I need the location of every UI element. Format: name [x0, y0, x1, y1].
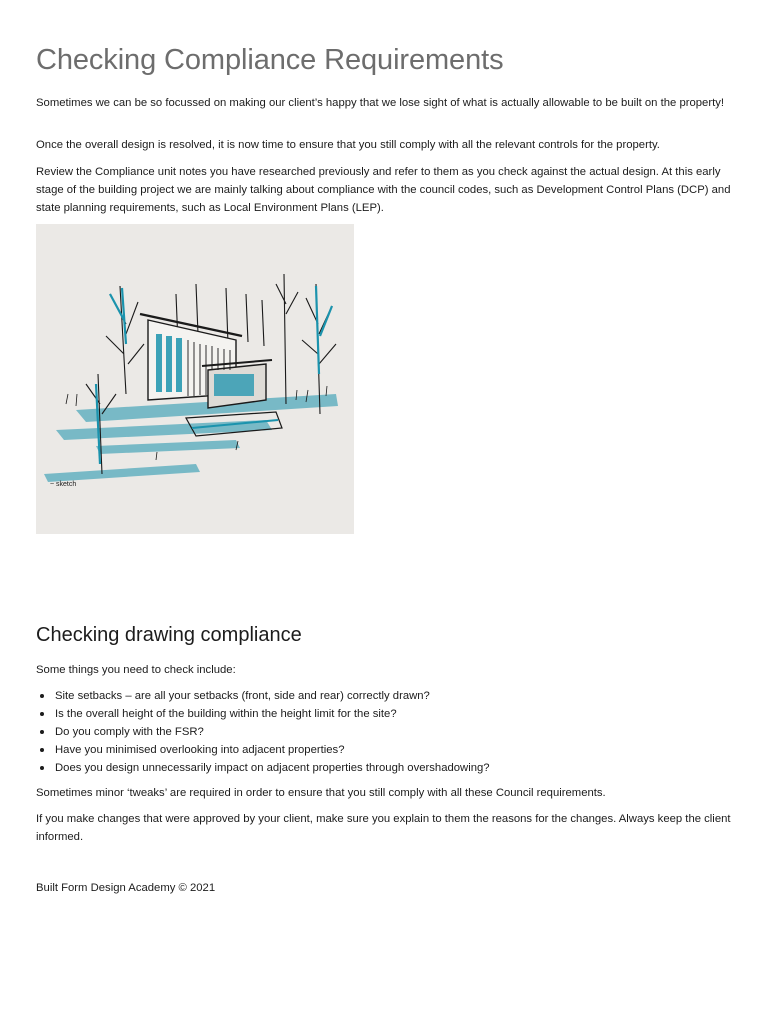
page-title: Checking Compliance Requirements — [36, 44, 504, 76]
section-lead: Some things you need to check include: — [36, 664, 236, 676]
bullet-icon — [40, 712, 44, 716]
list-item: Does you design unnecessarily impact on adjacent properties through overshadowing? — [36, 759, 732, 777]
list-item: Do you comply with the FSR? — [36, 723, 732, 741]
intro-paragraph-2: Once the overall design is resolved, it is now time to ensure that you still comply with all the relevant controls for the property. — [36, 139, 660, 151]
bullet-icon — [40, 748, 44, 752]
house-sketch-illustration — [36, 224, 354, 534]
compliance-checklist — [36, 687, 732, 777]
ground-wash — [44, 394, 338, 482]
bullet-icon — [40, 766, 44, 770]
bullet-icon — [40, 694, 44, 698]
list-item: Have you minimised overlooking into adjacent properties? — [36, 741, 732, 759]
list-item: Is the overall height of the building within the height limit for the site? — [36, 705, 732, 723]
list-item: Site setbacks – are all your setbacks (front, side and rear) correctly drawn? — [36, 687, 732, 705]
intro-paragraph-3: Review the Compliance unit notes you have researched previously and refer to them as you check against the actual design. At this early stage of the building project we are mainly talking about compliance with the council codes, such as Development Control Plans (DCP) and state planning requirements, such as Local Environment Plans (LEP). — [36, 166, 731, 214]
section-heading: Checking drawing compliance — [36, 624, 302, 646]
bullet-icon — [40, 730, 44, 734]
footer-copyright: Built Form Design Academy © 2021 — [36, 882, 216, 894]
tweaks-paragraph: Sometimes minor ‘tweaks’ are required in order to ensure that you still comply with all these Council requirements. — [36, 787, 606, 799]
intro-paragraph-1: Sometimes we can be so focussed on making our client’s happy that we lose sight of what is actually allowable to be built on the property! — [36, 97, 725, 109]
architectural-sketch-image — [36, 224, 354, 534]
changes-paragraph: If you make changes that were approved by your client, make sure you explain to them the reasons for the changes. Always keep the client informed. — [36, 813, 731, 843]
sketch-signature: ~ sketch — [50, 481, 77, 488]
